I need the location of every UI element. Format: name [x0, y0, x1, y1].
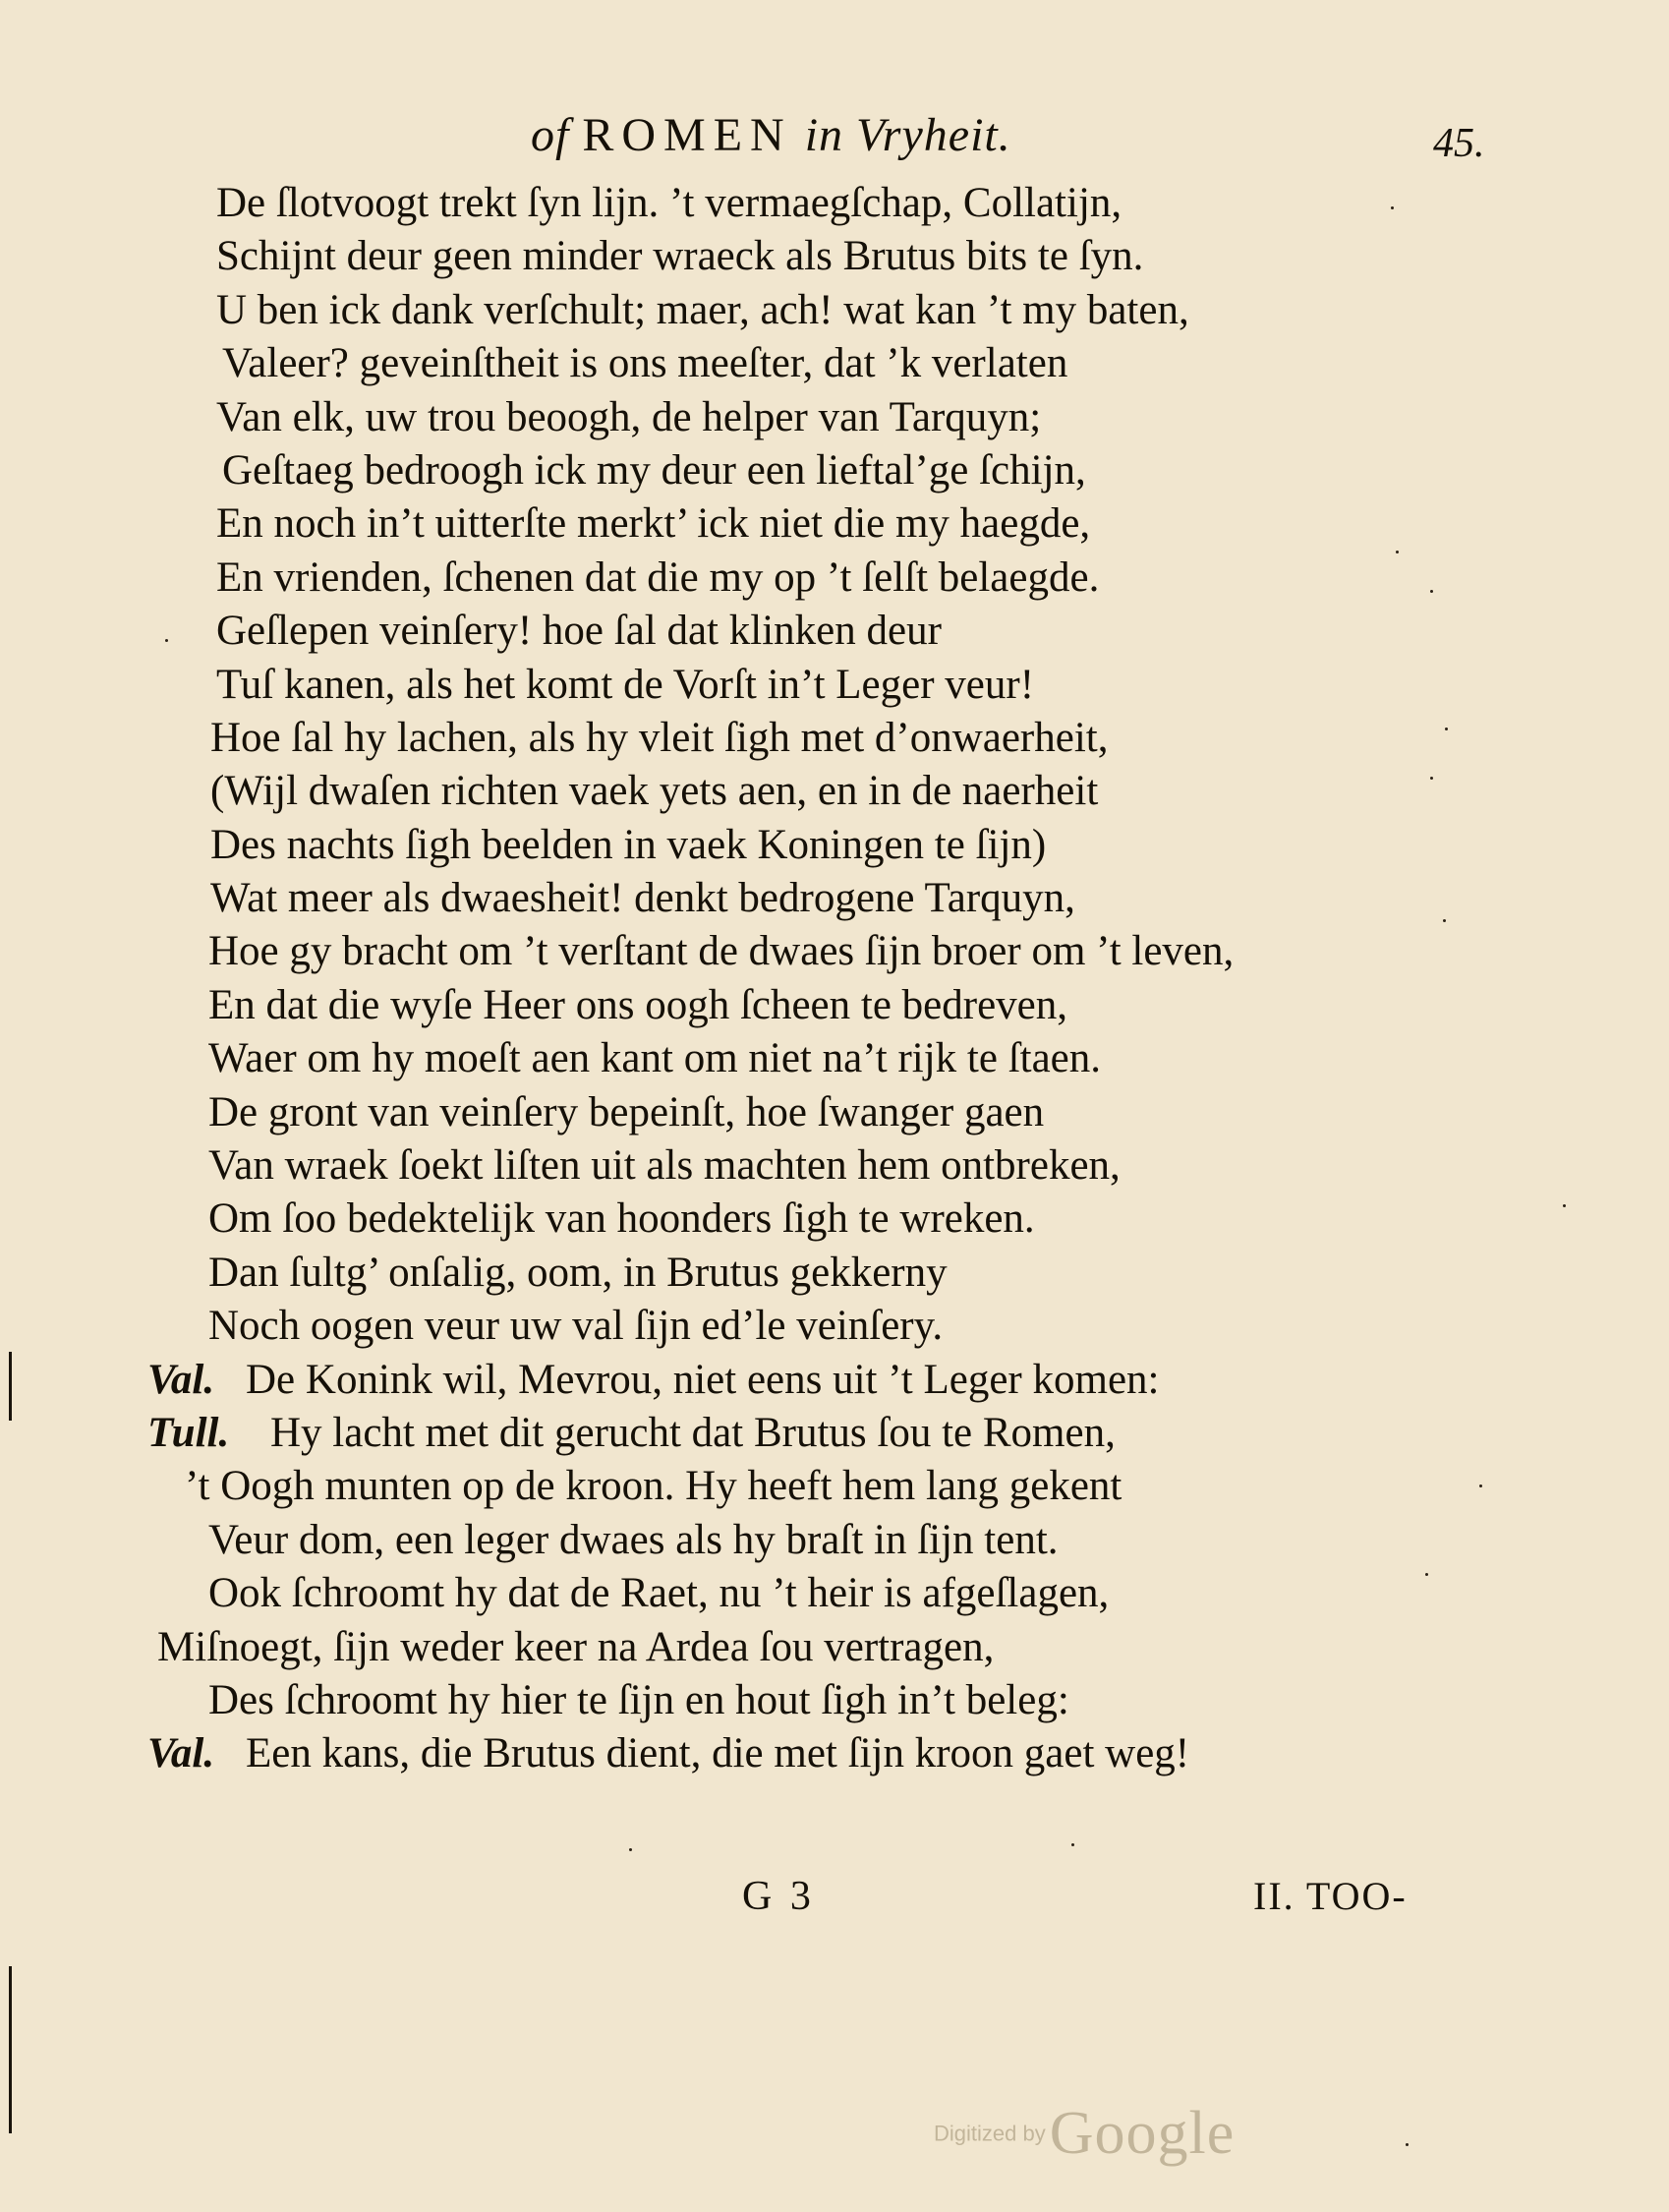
- verse-line: [147, 337, 1524, 390]
- verse-line: [147, 1300, 1524, 1353]
- ink-speck: [1406, 2143, 1409, 2146]
- verse-line: [147, 979, 1524, 1032]
- verse-text: Een kans, die Brutus dient, die met ſijn kroon gaet weg!: [246, 1730, 1190, 1777]
- verse-text: Geſtaeg bedroogh ick my deur een lieftal’ge ſchijn,: [222, 446, 1086, 494]
- ink-speck: [165, 639, 168, 642]
- margin-mark: [9, 1966, 12, 2133]
- verse-text: Valeer? geveinſtheit is ons meeſter, dat ’k verlaten: [222, 340, 1068, 387]
- ink-speck: [1425, 1573, 1428, 1576]
- verse-text-block: [147, 177, 1524, 1781]
- verse-line: [147, 230, 1524, 283]
- verse-text: Des ſchroomt hy hier te ſijn en hout ſigh in’t beleg:: [208, 1676, 1069, 1723]
- speaker-label: Tull.: [147, 1409, 230, 1456]
- verse-text: Schijnt deur geen minder wraeck als Brutus bits te ſyn.: [216, 233, 1144, 280]
- margin-mark: [9, 1352, 12, 1421]
- verse-text: U ben ick dank verſchult; maer, ach! wat kan ’t my baten,: [216, 286, 1189, 333]
- speaker-label: Val.: [147, 1356, 215, 1403]
- speaker-label: Val.: [147, 1730, 215, 1777]
- verse-line: [147, 1193, 1524, 1246]
- verse-line: [147, 1460, 1524, 1513]
- signature-mark: G 3: [742, 1874, 815, 1919]
- verse-line: [147, 552, 1524, 605]
- verse-line: [147, 1674, 1524, 1727]
- verse-text: Hoe ſal hy lachen, als hy vleit ſigh met d’onwaerheit,: [210, 714, 1109, 761]
- verse-line: [147, 659, 1524, 712]
- ink-speck: [1445, 728, 1448, 730]
- ink-speck: [1443, 919, 1446, 922]
- verse-line: [147, 712, 1524, 765]
- verse-text: Des nachts ſigh beelden in vaek Koningen te ſijn): [210, 821, 1047, 868]
- verse-line: [147, 819, 1524, 872]
- ink-speck: [1396, 551, 1399, 553]
- running-head: [531, 108, 1011, 162]
- verse-text: En dat die wyſe Heer ons oogh ſcheen te bedreven,: [208, 981, 1068, 1028]
- verse-text: Veur dom, een leger dwaes als hy braſt in ſijn tent.: [208, 1516, 1059, 1563]
- ink-speck: [1391, 206, 1394, 209]
- verse-text: Om ſoo bedektelijk van hoonders ſigh te wreken.: [208, 1195, 1035, 1243]
- running-head-post: Vryheit.: [856, 109, 1011, 161]
- verse-text: Hoe gy bracht om ’t verſtant de dwaes ſijn broer om ’t leven,: [208, 928, 1235, 975]
- verse-text: ’t Oogh munten op de kroon. Hy heeft hem lang gekent: [185, 1463, 1122, 1510]
- verse-line: [147, 1032, 1524, 1085]
- verse-text: Wat meer als dwaesheit! denkt bedrogene Tarquyn,: [210, 875, 1075, 922]
- verse-line: [147, 1621, 1524, 1674]
- verse-line: [147, 1139, 1524, 1193]
- verse-text: Van elk, uw trou beoogh, de helper van Tarquyn;: [216, 393, 1042, 440]
- google-logo: Google: [1049, 2100, 1236, 2167]
- verse-text: Miſnoegt, ſijn weder keer na Ardea ſou vertragen,: [157, 1623, 995, 1670]
- verse-line: [147, 1086, 1524, 1139]
- verse-text: De ſlotvoogt trekt ſyn lijn. ’t vermaegſchap, Collatijn,: [216, 180, 1122, 226]
- verse-text: En vrienden, ſchenen dat die my op ’t ſelſt belaegde.: [216, 553, 1100, 601]
- verse-line: [147, 444, 1524, 497]
- verse-line: [147, 765, 1524, 818]
- verse-text: (Wijl dwaſen richten vaek yets aen, en in de naerheit: [210, 768, 1099, 815]
- verse-line: [147, 1567, 1524, 1620]
- verse-line: [147, 391, 1524, 444]
- verse-text: De gront van veinſery bepeinſt, hoe ſwanger gaen: [208, 1088, 1045, 1135]
- verse-line: [147, 497, 1524, 551]
- verse-line: [147, 1514, 1524, 1567]
- verse-line: [147, 925, 1524, 978]
- digitized-watermark: [934, 2099, 1235, 2169]
- verse-text: Van wraek ſoekt liſten uit als machten hem ontbreken,: [208, 1142, 1121, 1190]
- watermark-prefix: Digitized by: [934, 2121, 1046, 2146]
- verse-text: En noch in’t uitterſte merkt’ ick niet die my haegde,: [216, 500, 1091, 548]
- verse-line: [147, 1407, 1524, 1460]
- verse-text: Hy lacht met dit gerucht dat Brutus ſou te Romen,: [270, 1409, 1116, 1456]
- verse-line: [147, 605, 1524, 658]
- verse-text: Ook ſchroomt hy dat de Raet, nu ’t heir is afgeſlagen,: [208, 1570, 1110, 1617]
- ink-speck: [1071, 1843, 1074, 1846]
- verse-text: Waer om hy moeſt aen kant om niet na’t rijk te ſtaen.: [208, 1035, 1102, 1082]
- verse-line: [147, 1247, 1524, 1300]
- running-head-main: ROMEN: [582, 109, 792, 161]
- ink-speck: [1563, 1204, 1566, 1207]
- verse-text: Geſlepen veinſery! hoe ſal dat klinken deur: [216, 608, 942, 655]
- ink-speck: [1430, 590, 1433, 593]
- verse-line: [147, 1354, 1524, 1407]
- running-head-pre: of: [531, 109, 570, 161]
- ink-speck: [1479, 1484, 1482, 1487]
- page-number: 45.: [1433, 121, 1485, 166]
- verse-text: Dan ſultg’ onſalig, oom, in Brutus gekkerny: [208, 1249, 948, 1296]
- verse-text: De Konink wil, Mevrou, niet eens uit ’t Leger komen:: [246, 1356, 1160, 1403]
- ink-speck: [629, 1848, 632, 1851]
- verse-text: Tuſ kanen, als het komt de Vorſt in’t Leger veur!: [216, 661, 1035, 708]
- catchword: II. TOO-: [1253, 1874, 1408, 1918]
- verse-text: Noch oogen veur uw val ſijn ed’le veinſery.: [208, 1303, 944, 1350]
- ink-speck: [1430, 777, 1433, 780]
- verse-line: [147, 1727, 1524, 1780]
- verse-line: [147, 872, 1524, 925]
- verse-line: [147, 177, 1524, 230]
- verse-line: [147, 284, 1524, 337]
- running-head-in: in: [804, 109, 844, 161]
